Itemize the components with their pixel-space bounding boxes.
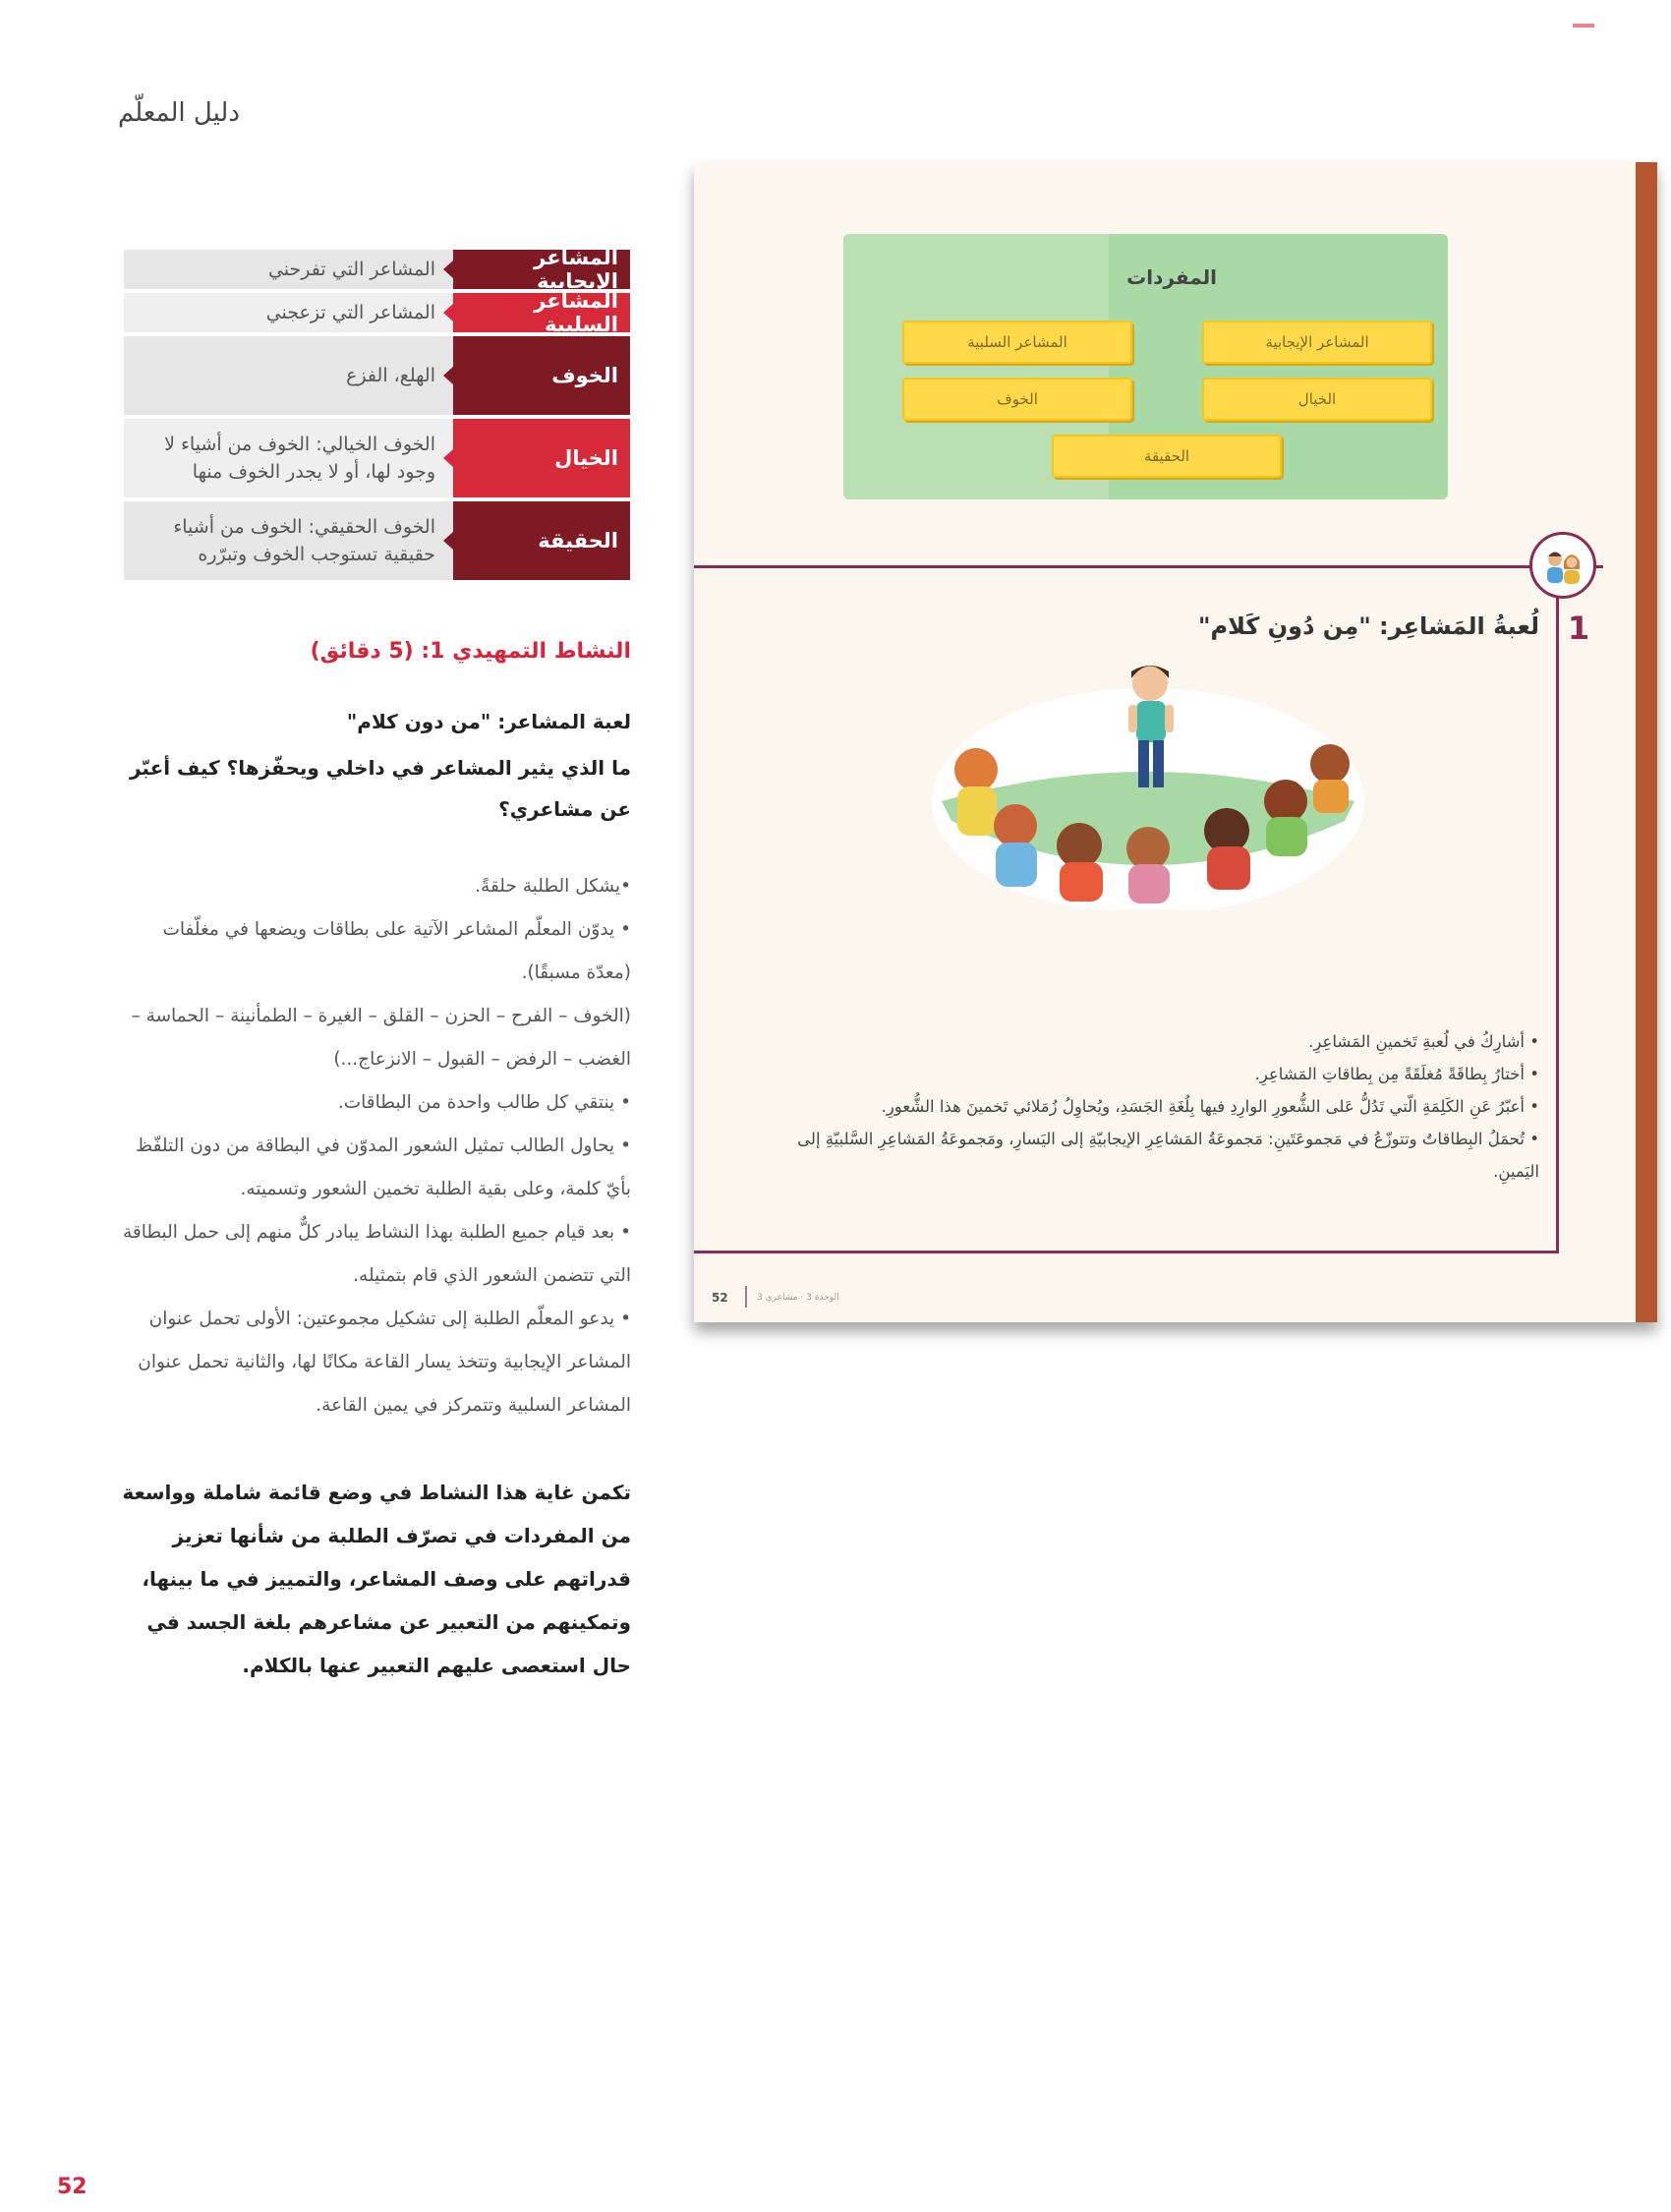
chip-reality: الحقيقة [1052, 435, 1282, 478]
textbook-instructions [753, 1025, 1539, 1188]
list-item: • بعد قيام جميع الطلبة بهذا النشاط يبادر كلٌّ منهم إلى حمل البطاقة التي تتضمن الشعور الذي قام بتمثيله. [122, 1222, 631, 1286]
glossary-definition: المشاعر التي تزعجني [124, 293, 453, 332]
glossary-row [124, 419, 630, 497]
glossary-row [124, 336, 630, 415]
activity-steps [120, 865, 631, 1427]
game-heading: لعبة المشاعر: "من دون كلام" [346, 710, 631, 733]
list-item: • أختارُ بِطاقَةً مُغلَقَةً مِن بِطاقاتِ المَشاعِرِ. [1254, 1065, 1539, 1083]
footer-separator [745, 1286, 747, 1308]
section-divider [694, 565, 1603, 568]
activity-title: النشاط التمهيدي 1: (5 دقائق) [310, 639, 631, 664]
list-item: • يدوّن المعلّم المشاعر الآتية على بطاقات ويضعها في مغلّفات (معدّة مسبقًا). [162, 919, 631, 983]
chip-negative-feelings: المشاعر السلبية [902, 320, 1132, 364]
list-item: • تُحمَلُ البِطاقاتُ وتتوزّعُ في مَجموعَتَينِ: مَجموعَةُ المَشاعِرِ الإيجابيّةِ إلى اليَسارِ، ومَجموعَةُ المَشاعِرِ السَّلبيّةِ إلى اليَمينِ. [797, 1130, 1539, 1181]
glossary-term: المشاعر الإيجابية [453, 250, 630, 289]
glossary-definition: الخوف الخيالي: الخوف من أشياء لا وجود لها، أو لا يجدر الخوف منها [124, 419, 453, 497]
list-item: • يحاول الطالب تمثيل الشعور المدوّن في البطاقة من دون التلفّظ بأيّ كلمة، وعلى بقية الطلبة تخمين الشعور وتسميته. [136, 1135, 631, 1199]
list-item: • أعبّرُ عَنِ الكَلِمَةِ الّتي تَدُلُّ عَلى الشُّعورِ الوارِدِ فيها بِلُغَةِ الجَسَدِ، ويُحاوِلُ زُمَلائي تَخمينَ هذا الشُّعورِ. [881, 1097, 1539, 1116]
glossary-row [124, 289, 630, 336]
chip-fear: الخوف [902, 378, 1132, 421]
page-number: 52 [57, 2175, 87, 2199]
list-item: • أشارِكُ في لُعبةِ تَخمينِ المَشاعِرِ. [1308, 1032, 1539, 1051]
activity-goal: تكمن غاية هذا النشاط في وضع قائمة شاملة وواسعة من المفردات في تصرّف الطلبة من شأنها تعزيز قدراتهم على وصف المشاعر، والتمييز في ما بينها، وتمكينهم من التعبير عن مشاعرهم بلغة الجسد في حال استعصى عليهم التعبير عنها بالكلام. [122, 1481, 631, 1677]
textbook-footer-text: الوحدة 3 · مشاعري 3 [757, 1293, 839, 1303]
section-number: 1 [1567, 610, 1590, 647]
glossary-table [124, 246, 630, 584]
guiding-question: ما الذي يثير المشاعر في داخلي ويحفّزها؟ كيف أعبّر عن مشاعري؟ [129, 756, 631, 821]
vocabulary-title: المفردات [1126, 265, 1217, 289]
textbook-page [694, 162, 1657, 1322]
chip-imagination: الخيال [1202, 378, 1432, 421]
glossary-definition: الخوف الحقيقي: الخوف من أشياء حقيقية تستوجب الخوف وتبرّره [124, 501, 453, 580]
glossary-definition: الهلع، الفزع [124, 336, 453, 415]
section-bottom-rule [694, 1251, 1558, 1253]
page-edge [1636, 162, 1657, 1322]
top-accent-mark [1573, 24, 1594, 28]
list-item: •يشكل الطلبة حلقةً. [475, 876, 631, 897]
header-title: دليل المعلّم [118, 98, 240, 128]
glossary-row [124, 501, 630, 580]
glossary-term: الخوف [453, 336, 630, 415]
vocabulary-box [843, 234, 1448, 499]
glossary-row [124, 246, 630, 293]
chip-positive-feelings: المشاعر الإيجابية [1202, 320, 1432, 364]
list-item: • يدعو المعلّم الطلبة إلى تشكيل مجموعتين: الأولى تحمل عنوان المشاعر الإيجابية وتتخذ يسار القاعة مكانًا لها، والثانية تحمل عنوان المشاعر السلبية وتتمركز في يمين القاعة. [138, 1309, 631, 1416]
glossary-definition: المشاعر التي تفرحني [124, 250, 453, 289]
list-item: (الخوف – الفرح – الحزن – القلق – الغيرة – الطمأنينة – الحماسة – الغضب – الرفض – القبول – الانزعاج...) [131, 1006, 631, 1070]
group-avatar-icon [1529, 532, 1596, 599]
children-circle-illustration [922, 654, 1374, 909]
list-item: • ينتقي كل طالب واحدة من البطاقات. [337, 1092, 631, 1113]
glossary-term: المشاعر السلبية [453, 293, 630, 332]
glossary-term: الحقيقة [453, 501, 630, 580]
section-rule [1556, 565, 1559, 1253]
section-title: لُعبةُ المَشاعِر: "مِن دُونِ كَلام" [1198, 612, 1539, 640]
textbook-page-number: 52 [712, 1291, 728, 1305]
glossary-term: الخيال [453, 419, 630, 497]
